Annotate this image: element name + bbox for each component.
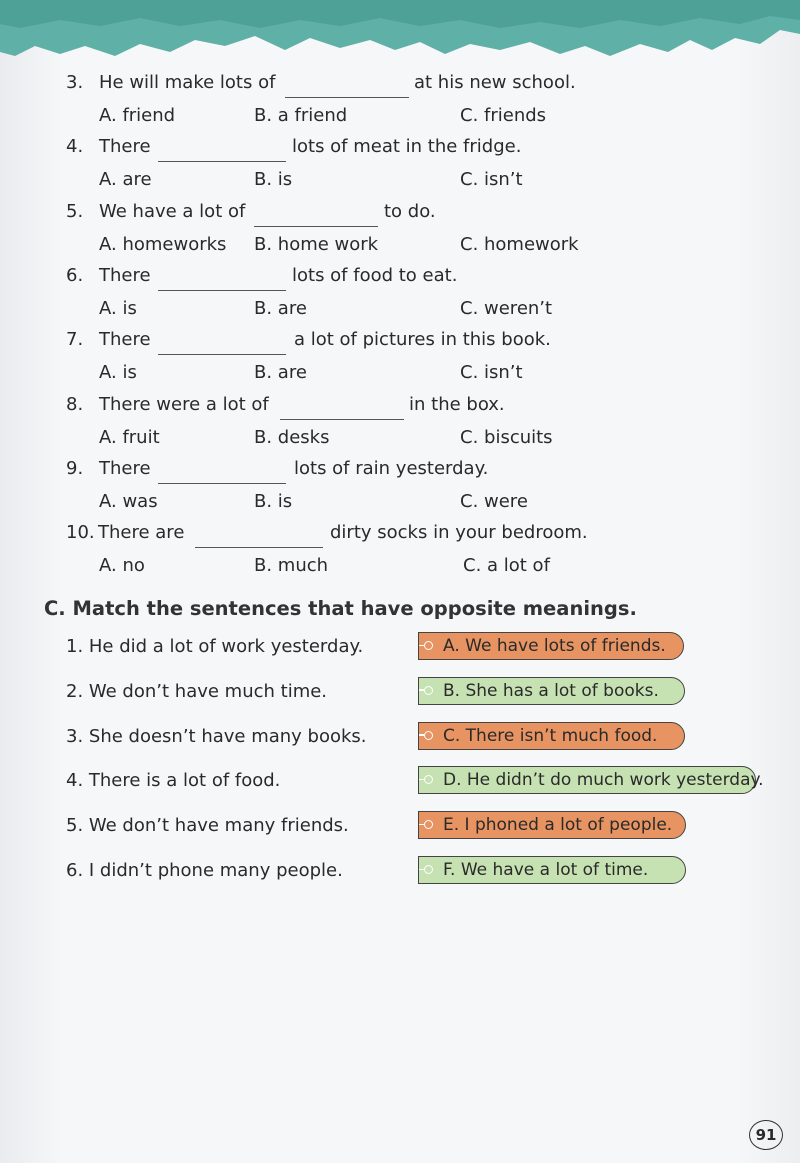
question-text-before: There <box>99 264 151 286</box>
connector-dot-icon[interactable] <box>424 686 433 695</box>
answer-option[interactable]: B. home work <box>254 233 379 255</box>
answer-option[interactable]: C. a lot of <box>463 555 550 577</box>
question-number: 8. <box>66 393 84 415</box>
question-number: 5. <box>66 200 84 222</box>
answer-blank[interactable] <box>254 226 378 227</box>
question-text-after: lots of rain yesterday. <box>294 457 489 479</box>
question-text-after: a lot of pictures in this book. <box>294 329 551 351</box>
answer-option[interactable]: A. is <box>99 362 137 384</box>
answer-option[interactable]: C. isn’t <box>460 362 523 384</box>
match-answer-tag[interactable] <box>418 766 764 794</box>
answer-blank[interactable] <box>158 290 286 291</box>
match-sentence-left: 1. He did a lot of work yesterday. <box>66 636 364 657</box>
match-answer-tag[interactable] <box>418 632 684 660</box>
match-answer-tag[interactable] <box>418 722 685 750</box>
question-text-before: There <box>99 329 151 351</box>
answer-option[interactable]: A. are <box>99 169 152 191</box>
answer-option[interactable]: A. was <box>99 490 158 512</box>
match-sentence-left: 4. There is a lot of food. <box>66 770 281 792</box>
answer-blank[interactable] <box>280 419 404 420</box>
question-number: 6. <box>66 264 84 286</box>
answer-option[interactable]: C. isn’t <box>460 169 523 191</box>
question-number: 10. <box>66 522 95 544</box>
answer-blank[interactable] <box>285 97 409 98</box>
connector-dot-icon[interactable] <box>424 865 433 874</box>
question-text-after: lots of meat in the fridge. <box>292 136 522 158</box>
match-sentence-left: 2. We don’t have much time. <box>66 680 328 702</box>
answer-option[interactable]: A. fruit <box>99 426 160 448</box>
connector-dot-icon[interactable] <box>424 641 433 650</box>
answer-option[interactable]: B. are <box>254 362 307 384</box>
question-text-before: He will make lots of <box>99 72 276 93</box>
question-text-before: There <box>99 457 151 479</box>
answer-blank[interactable] <box>158 483 286 484</box>
question-text-before: There were a lot of <box>99 393 269 415</box>
match-answer-text: D. He didn’t do much work yesterday. <box>443 770 764 791</box>
question-text-after: in the box. <box>409 393 505 415</box>
answer-option[interactable]: B. is <box>254 490 293 512</box>
question-text-after: lots of food to eat. <box>292 264 458 286</box>
match-answer-text: B. She has a lot of books. <box>443 680 659 701</box>
answer-option[interactable]: B. a friend <box>254 105 348 126</box>
answer-option[interactable]: A. is <box>99 297 137 319</box>
question-text-before: There <box>99 136 151 158</box>
match-sentence-left: 6. I didn’t phone many people. <box>66 860 343 881</box>
answer-option[interactable]: C. were <box>460 490 528 512</box>
connector-dot-icon[interactable] <box>424 820 433 829</box>
match-sentence-left: 3. She doesn’t have many books. <box>66 725 367 747</box>
page-number: 91 <box>749 1120 783 1150</box>
match-answer-tag[interactable] <box>418 811 686 839</box>
answer-option[interactable]: C. homework <box>460 233 579 255</box>
section-c-title: C. Match the sentences that have opposite meanings. <box>44 597 637 620</box>
answer-option[interactable]: A. friend <box>99 105 176 126</box>
answer-option[interactable]: C. biscuits <box>460 426 553 448</box>
answer-blank[interactable] <box>195 547 323 548</box>
match-answer-tag[interactable] <box>418 677 685 705</box>
question-number: 9. <box>66 457 84 479</box>
match-answer-text: A. We have lots of friends. <box>443 636 666 656</box>
answer-option[interactable]: B. is <box>254 169 293 191</box>
answer-option[interactable]: A. homeworks <box>99 233 227 255</box>
answer-option[interactable]: B. are <box>254 297 307 319</box>
answer-blank[interactable] <box>158 354 286 355</box>
answer-option[interactable]: C. friends <box>460 105 547 126</box>
question-number: 7. <box>66 329 84 351</box>
question-number: 4. <box>66 136 84 158</box>
match-answer-tag[interactable] <box>418 856 686 884</box>
connector-dot-icon[interactable] <box>424 731 433 740</box>
question-number: 3. <box>66 72 84 93</box>
question-text-before: There are <box>98 522 185 544</box>
question-text-before: We have a lot of <box>99 200 246 222</box>
answer-option[interactable]: C. weren’t <box>460 297 553 319</box>
answer-option[interactable]: B. much <box>254 555 329 577</box>
match-answer-text: C. There isn’t much food. <box>443 725 658 746</box>
answer-option[interactable]: A. no <box>99 555 145 577</box>
match-answer-text: F. We have a lot of time. <box>443 860 649 880</box>
question-text-after: dirty socks in your bedroom. <box>330 522 588 544</box>
match-answer-text: E. I phoned a lot of people. <box>443 815 673 836</box>
answer-option[interactable]: B. desks <box>254 426 330 448</box>
answer-blank[interactable] <box>158 161 286 162</box>
connector-dot-icon[interactable] <box>424 775 433 784</box>
question-text-after: at his new school. <box>414 72 576 93</box>
question-text-after: to do. <box>384 200 436 222</box>
match-sentence-left: 5. We don’t have many friends. <box>66 815 349 837</box>
mountain-banner <box>0 0 800 70</box>
